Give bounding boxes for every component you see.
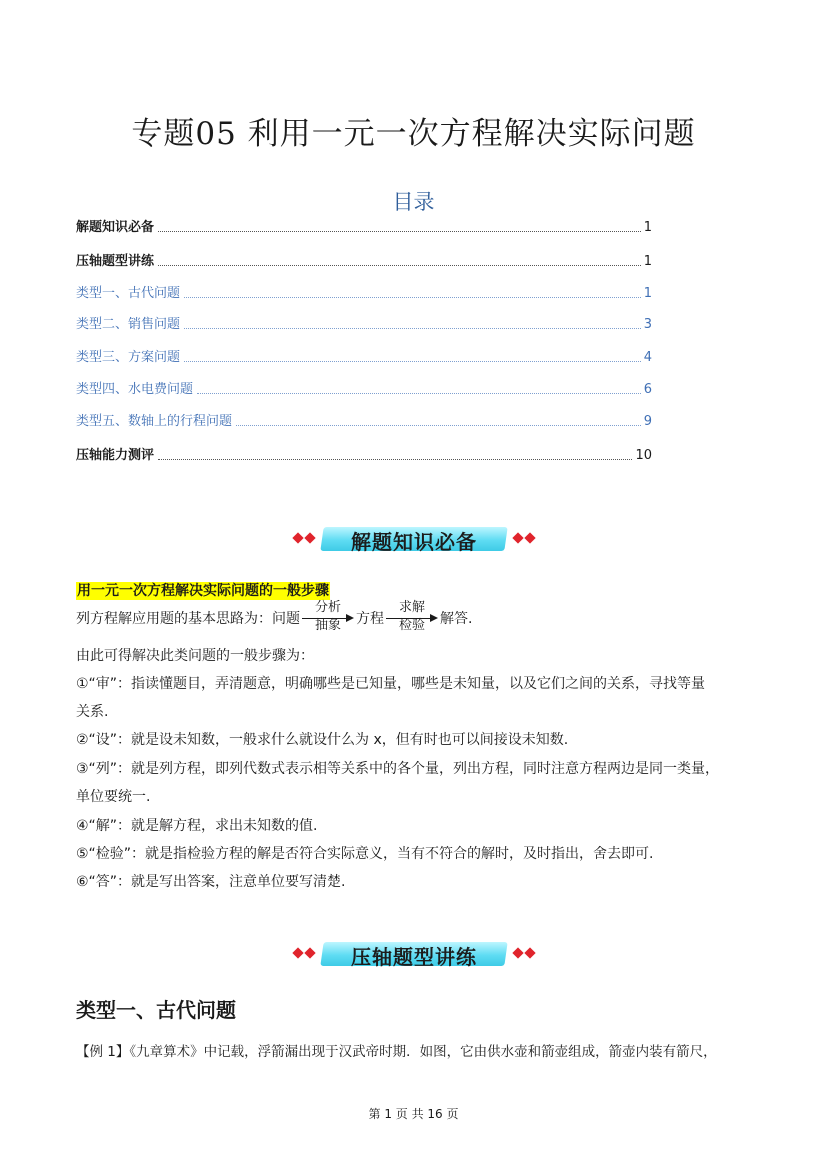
toc-leader — [236, 425, 641, 426]
banner-label: 解题知识必备 — [351, 530, 477, 554]
toc-leader — [158, 231, 641, 232]
toc-item-knowledge[interactable] — [76, 218, 652, 236]
flow-arrow-bottom: 抽象 — [314, 618, 341, 633]
diamond-icon — [524, 947, 535, 958]
toc-leader — [197, 393, 641, 394]
toc-page: 9 — [643, 414, 652, 429]
section-banner-practice — [290, 938, 538, 972]
toc-page: 1 — [643, 286, 652, 301]
toc-label: 类型三、方案问题 — [76, 350, 181, 365]
toc-label: 解题知识必备 — [76, 220, 155, 235]
step-line: ②“设”：就是设未知数，一般求什么就设什么为 x，但有时也可以间接设未知数. — [76, 732, 569, 748]
banner-label: 压轴题型讲练 — [351, 945, 477, 969]
step-line: ⑤“检验”：就是指检验方程的解是否符合实际意义，当有不符合的解时，及时指出，舍去即可. — [76, 846, 654, 862]
diamond-icon — [512, 947, 523, 958]
toc-label: 类型二、销售问题 — [76, 317, 181, 332]
step-line: ①“审”：指读懂题目，弄清题意，明确哪些是已知量，哪些是未知量，以及它们之间的关系，寻找等量 — [76, 676, 706, 692]
toc-page: 1 — [643, 254, 652, 269]
section-title: 类型一、古代问题 — [76, 998, 236, 1022]
toc-page: 4 — [643, 350, 652, 365]
toc-heading: 目录 — [392, 190, 435, 214]
toc-label: 类型四、水电费问题 — [76, 382, 194, 397]
toc-leader — [158, 265, 641, 266]
toc-item-test[interactable] — [76, 446, 652, 464]
diamond-icon — [524, 532, 535, 543]
flow-line — [76, 600, 766, 633]
toc-leader — [184, 328, 641, 329]
page-footer: 第 1 页 共 16 页 — [368, 1107, 459, 1121]
flow-middle: 方程 — [356, 611, 384, 627]
toc-item-type3[interactable] — [76, 348, 652, 366]
step-line: ③“列”：就是列方程，即列代数式表示相等关系中的各个量，列出方程，同时注意方程两边是同一类量， — [76, 761, 720, 777]
toc-leader — [184, 297, 641, 298]
flow-suffix: 解答. — [440, 611, 473, 627]
flow-arrow-1 — [302, 600, 354, 633]
diamond-icon — [304, 532, 315, 543]
diamond-icon — [512, 532, 523, 543]
flow-prefix: 列方程解应用题的基本思路为：问题 — [76, 611, 300, 627]
diamond-icon — [292, 947, 303, 958]
toc-label: 压轴能力测评 — [76, 448, 155, 463]
step-line: ④“解”：就是解方程，求出未知数的值. — [76, 818, 318, 834]
diamond-icon — [292, 532, 303, 543]
step-line: 关系. — [76, 704, 109, 720]
toc-page: 3 — [643, 317, 652, 332]
example-text: 【例 1】《九章算术》中记载，浮箭漏出现于汉武帝时期．如图，它由供水壶和箭壶组成，箭壶内装有箭尺， — [76, 1044, 717, 1060]
toc-label: 压轴题型讲练 — [76, 254, 155, 269]
section-banner-knowledge — [290, 523, 538, 557]
page-title: 专题05 利用一元一次方程解决实际问题 — [131, 116, 696, 152]
flow-arrow-2 — [386, 600, 438, 633]
diamond-icon — [304, 947, 315, 958]
toc-leader — [184, 361, 641, 362]
toc-label: 类型一、古代问题 — [76, 286, 181, 301]
flow-arrow-top: 求解 — [398, 600, 425, 615]
toc-page: 1 — [643, 220, 652, 235]
toc-item-practice[interactable] — [76, 252, 652, 270]
flow-arrow-top: 分析 — [314, 600, 341, 615]
toc-page: 10 — [635, 448, 652, 463]
highlighted-heading: 用一元一次方程解决实际问题的一般步骤 — [77, 583, 329, 599]
toc-item-type2[interactable] — [76, 315, 652, 333]
toc-item-type1[interactable] — [76, 284, 652, 302]
toc-item-type4[interactable] — [76, 380, 652, 398]
flow-arrow-bottom: 检验 — [398, 618, 425, 633]
steps-intro: 由此可得解决此类问题的一般步骤为： — [76, 648, 314, 664]
step-line: ⑥“答”：就是写出答案，注意单位要写清楚. — [76, 874, 346, 890]
toc-leader — [158, 459, 632, 460]
toc-item-type5[interactable] — [76, 412, 652, 430]
step-line: 单位要统一. — [76, 789, 151, 805]
toc-page: 6 — [643, 382, 652, 397]
toc-label: 类型五、数轴上的行程问题 — [76, 414, 233, 429]
